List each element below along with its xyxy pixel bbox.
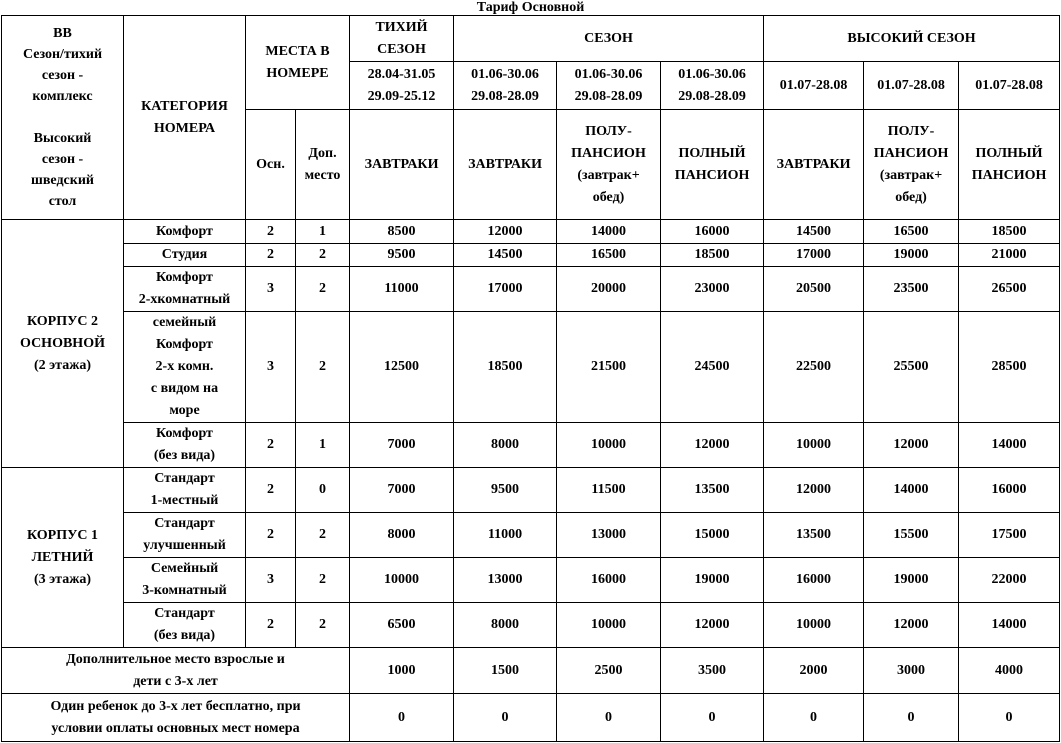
price-cell: 19000 xyxy=(864,244,959,267)
price-cell: 16000 xyxy=(661,220,764,244)
price-cell: 0 xyxy=(864,694,959,742)
main-places-header-cell: Осн. xyxy=(246,110,296,220)
price-cell: 22500 xyxy=(764,312,864,423)
extra-places-cell: 0 xyxy=(296,468,350,513)
category-header-cell: КАТЕГОРИЯ НОМЕРА xyxy=(124,16,246,220)
price-cell: 3500 xyxy=(661,648,764,694)
meal-plan-cell: ПОЛУ- ПАНСИОН (завтрак+ обед) xyxy=(557,110,661,220)
price-cell: 7000 xyxy=(350,423,454,468)
price-cell: 0 xyxy=(959,694,1060,742)
price-cell: 15500 xyxy=(864,513,959,558)
main-places-cell: 2 xyxy=(246,423,296,468)
season-header-cell: СЕЗОН xyxy=(454,16,764,62)
extra-place-header-cell: Доп. место xyxy=(296,110,350,220)
date-cell: 01.07-28.08 xyxy=(864,62,959,110)
table-row xyxy=(2,468,1060,513)
price-cell: 9500 xyxy=(350,244,454,267)
price-cell: 6500 xyxy=(350,603,454,648)
price-cell: 17000 xyxy=(454,267,557,312)
price-cell: 16500 xyxy=(557,244,661,267)
price-cell: 12000 xyxy=(764,468,864,513)
date-cell: 01.07-28.08 xyxy=(959,62,1060,110)
price-cell: 13000 xyxy=(557,513,661,558)
meal-plan-cell: ЗАВТРАКИ xyxy=(764,110,864,220)
meal-plan-cell: ПОЛНЫЙ ПАНСИОН xyxy=(661,110,764,220)
date-cell: 01.06-30.06 29.08-28.09 xyxy=(557,62,661,110)
price-cell: 24500 xyxy=(661,312,764,423)
table-row xyxy=(2,513,1060,558)
table-row xyxy=(2,312,1060,423)
price-cell: 4000 xyxy=(959,648,1060,694)
date-cell: 01.06-30.06 29.08-28.09 xyxy=(661,62,764,110)
price-cell: 10000 xyxy=(764,603,864,648)
main-places-cell: 3 xyxy=(246,267,296,312)
price-cell: 13500 xyxy=(661,468,764,513)
main-places-cell: 2 xyxy=(246,603,296,648)
price-cell: 0 xyxy=(557,694,661,742)
building-cell: КОРПУС 2 ОСНОВНОЙ (2 этажа) xyxy=(2,220,124,468)
price-cell: 10000 xyxy=(764,423,864,468)
price-cell: 26500 xyxy=(959,267,1060,312)
price-cell: 14500 xyxy=(764,220,864,244)
price-cell: 12000 xyxy=(454,220,557,244)
price-cell: 1500 xyxy=(454,648,557,694)
price-cell: 16500 xyxy=(864,220,959,244)
extra-places-cell: 2 xyxy=(296,513,350,558)
high-season-header-cell: ВЫСОКИЙ СЕЗОН xyxy=(764,16,1060,62)
price-cell: 0 xyxy=(661,694,764,742)
table-row xyxy=(2,267,1060,312)
price-cell: 23500 xyxy=(864,267,959,312)
room-category-cell: семейный Комфорт 2-х комн. с видом на море xyxy=(124,312,246,423)
meal-plan-cell: ПОЛУ- ПАНСИОН (завтрак+ обед) xyxy=(864,110,959,220)
price-cell: 8000 xyxy=(454,423,557,468)
main-places-cell: 2 xyxy=(246,244,296,267)
price-cell: 14000 xyxy=(557,220,661,244)
date-cell: 01.07-28.08 xyxy=(764,62,864,110)
price-cell: 19000 xyxy=(661,558,764,603)
price-cell: 12000 xyxy=(864,423,959,468)
bb-header-cell: ВВ Сезон/тихий сезон - комплекс Высокий сезон - шведский стол xyxy=(2,16,124,220)
price-cell: 10000 xyxy=(350,558,454,603)
price-cell: 16000 xyxy=(959,468,1060,513)
room-category-cell: Комфорт (без вида) xyxy=(124,423,246,468)
price-cell: 0 xyxy=(350,694,454,742)
room-category-cell: Студия xyxy=(124,244,246,267)
price-cell: 22000 xyxy=(959,558,1060,603)
extra-places-cell: 2 xyxy=(296,244,350,267)
price-cell: 12000 xyxy=(661,603,764,648)
price-cell: 20500 xyxy=(764,267,864,312)
price-cell: 8000 xyxy=(350,513,454,558)
price-cell: 15000 xyxy=(661,513,764,558)
price-cell: 18500 xyxy=(661,244,764,267)
price-cell: 21500 xyxy=(557,312,661,423)
price-cell: 2500 xyxy=(557,648,661,694)
table-row xyxy=(2,558,1060,603)
price-cell: 14000 xyxy=(959,603,1060,648)
price-cell: 25500 xyxy=(864,312,959,423)
table-row xyxy=(2,648,1060,694)
extra-places-cell: 2 xyxy=(296,312,350,423)
room-category-cell: Семейный 3-комнатный xyxy=(124,558,246,603)
extra-places-cell: 1 xyxy=(296,220,350,244)
price-cell: 17000 xyxy=(764,244,864,267)
price-cell: 12500 xyxy=(350,312,454,423)
price-cell: 17500 xyxy=(959,513,1060,558)
price-cell: 14000 xyxy=(864,468,959,513)
price-cell: 19000 xyxy=(864,558,959,603)
main-places-cell: 3 xyxy=(246,558,296,603)
table-row xyxy=(2,694,1060,742)
extra-places-cell: 2 xyxy=(296,603,350,648)
footer-label-cell: Один ребенок до 3-х лет бесплатно, при условии оплаты основных мест номера xyxy=(2,694,350,742)
price-cell: 0 xyxy=(454,694,557,742)
extra-places-cell: 2 xyxy=(296,558,350,603)
price-cell: 18500 xyxy=(959,220,1060,244)
price-cell: 11000 xyxy=(350,267,454,312)
building-cell: КОРПУС 1 ЛЕТНИЙ (3 этажа) xyxy=(2,468,124,648)
table-row xyxy=(2,244,1060,267)
price-cell: 0 xyxy=(764,694,864,742)
price-cell: 21000 xyxy=(959,244,1060,267)
price-cell: 2000 xyxy=(764,648,864,694)
price-cell: 11500 xyxy=(557,468,661,513)
table-row xyxy=(2,220,1060,244)
meal-plan-cell: ЗАВТРАКИ xyxy=(454,110,557,220)
price-cell: 12000 xyxy=(864,603,959,648)
room-category-cell: Комфорт xyxy=(124,220,246,244)
price-cell: 8000 xyxy=(454,603,557,648)
price-cell: 16000 xyxy=(557,558,661,603)
price-cell: 7000 xyxy=(350,468,454,513)
page-title: Тариф Основной xyxy=(476,0,585,15)
main-places-cell: 3 xyxy=(246,312,296,423)
footer-label-cell: Дополнительное место взрослые и дети с 3-х лет xyxy=(2,648,350,694)
meal-plan-cell: ЗАВТРАКИ xyxy=(350,110,454,220)
main-places-cell: 2 xyxy=(246,468,296,513)
price-cell: 1000 xyxy=(350,648,454,694)
extra-places-cell: 2 xyxy=(296,267,350,312)
places-header-cell: МЕСТА В НОМЕРЕ xyxy=(246,16,350,110)
price-cell: 13500 xyxy=(764,513,864,558)
quiet-season-header-cell: ТИХИЙ СЕЗОН xyxy=(350,16,454,62)
price-cell: 20000 xyxy=(557,267,661,312)
price-cell: 14500 xyxy=(454,244,557,267)
price-cell: 10000 xyxy=(557,603,661,648)
price-cell: 28500 xyxy=(959,312,1060,423)
table-row xyxy=(2,603,1060,648)
price-cell: 3000 xyxy=(864,648,959,694)
price-cell: 18500 xyxy=(454,312,557,423)
meal-plan-cell: ПОЛНЫЙ ПАНСИОН xyxy=(959,110,1060,220)
price-cell: 23000 xyxy=(661,267,764,312)
room-category-cell: Стандарт (без вида) xyxy=(124,603,246,648)
price-cell: 12000 xyxy=(661,423,764,468)
price-cell: 11000 xyxy=(454,513,557,558)
tariff-table xyxy=(1,15,1060,742)
extra-places-cell: 1 xyxy=(296,423,350,468)
price-cell: 9500 xyxy=(454,468,557,513)
room-category-cell: Комфорт 2-хкомнатный xyxy=(124,267,246,312)
main-places-cell: 2 xyxy=(246,513,296,558)
price-cell: 14000 xyxy=(959,423,1060,468)
price-cell: 13000 xyxy=(454,558,557,603)
table-row xyxy=(2,423,1060,468)
date-cell: 28.04-31.05 29.09-25.12 xyxy=(350,62,454,110)
price-cell: 10000 xyxy=(557,423,661,468)
date-cell: 01.06-30.06 29.08-28.09 xyxy=(454,62,557,110)
room-category-cell: Стандарт 1-местный xyxy=(124,468,246,513)
room-category-cell: Стандарт улучшенный xyxy=(124,513,246,558)
price-cell: 16000 xyxy=(764,558,864,603)
price-cell: 8500 xyxy=(350,220,454,244)
main-places-cell: 2 xyxy=(246,220,296,244)
